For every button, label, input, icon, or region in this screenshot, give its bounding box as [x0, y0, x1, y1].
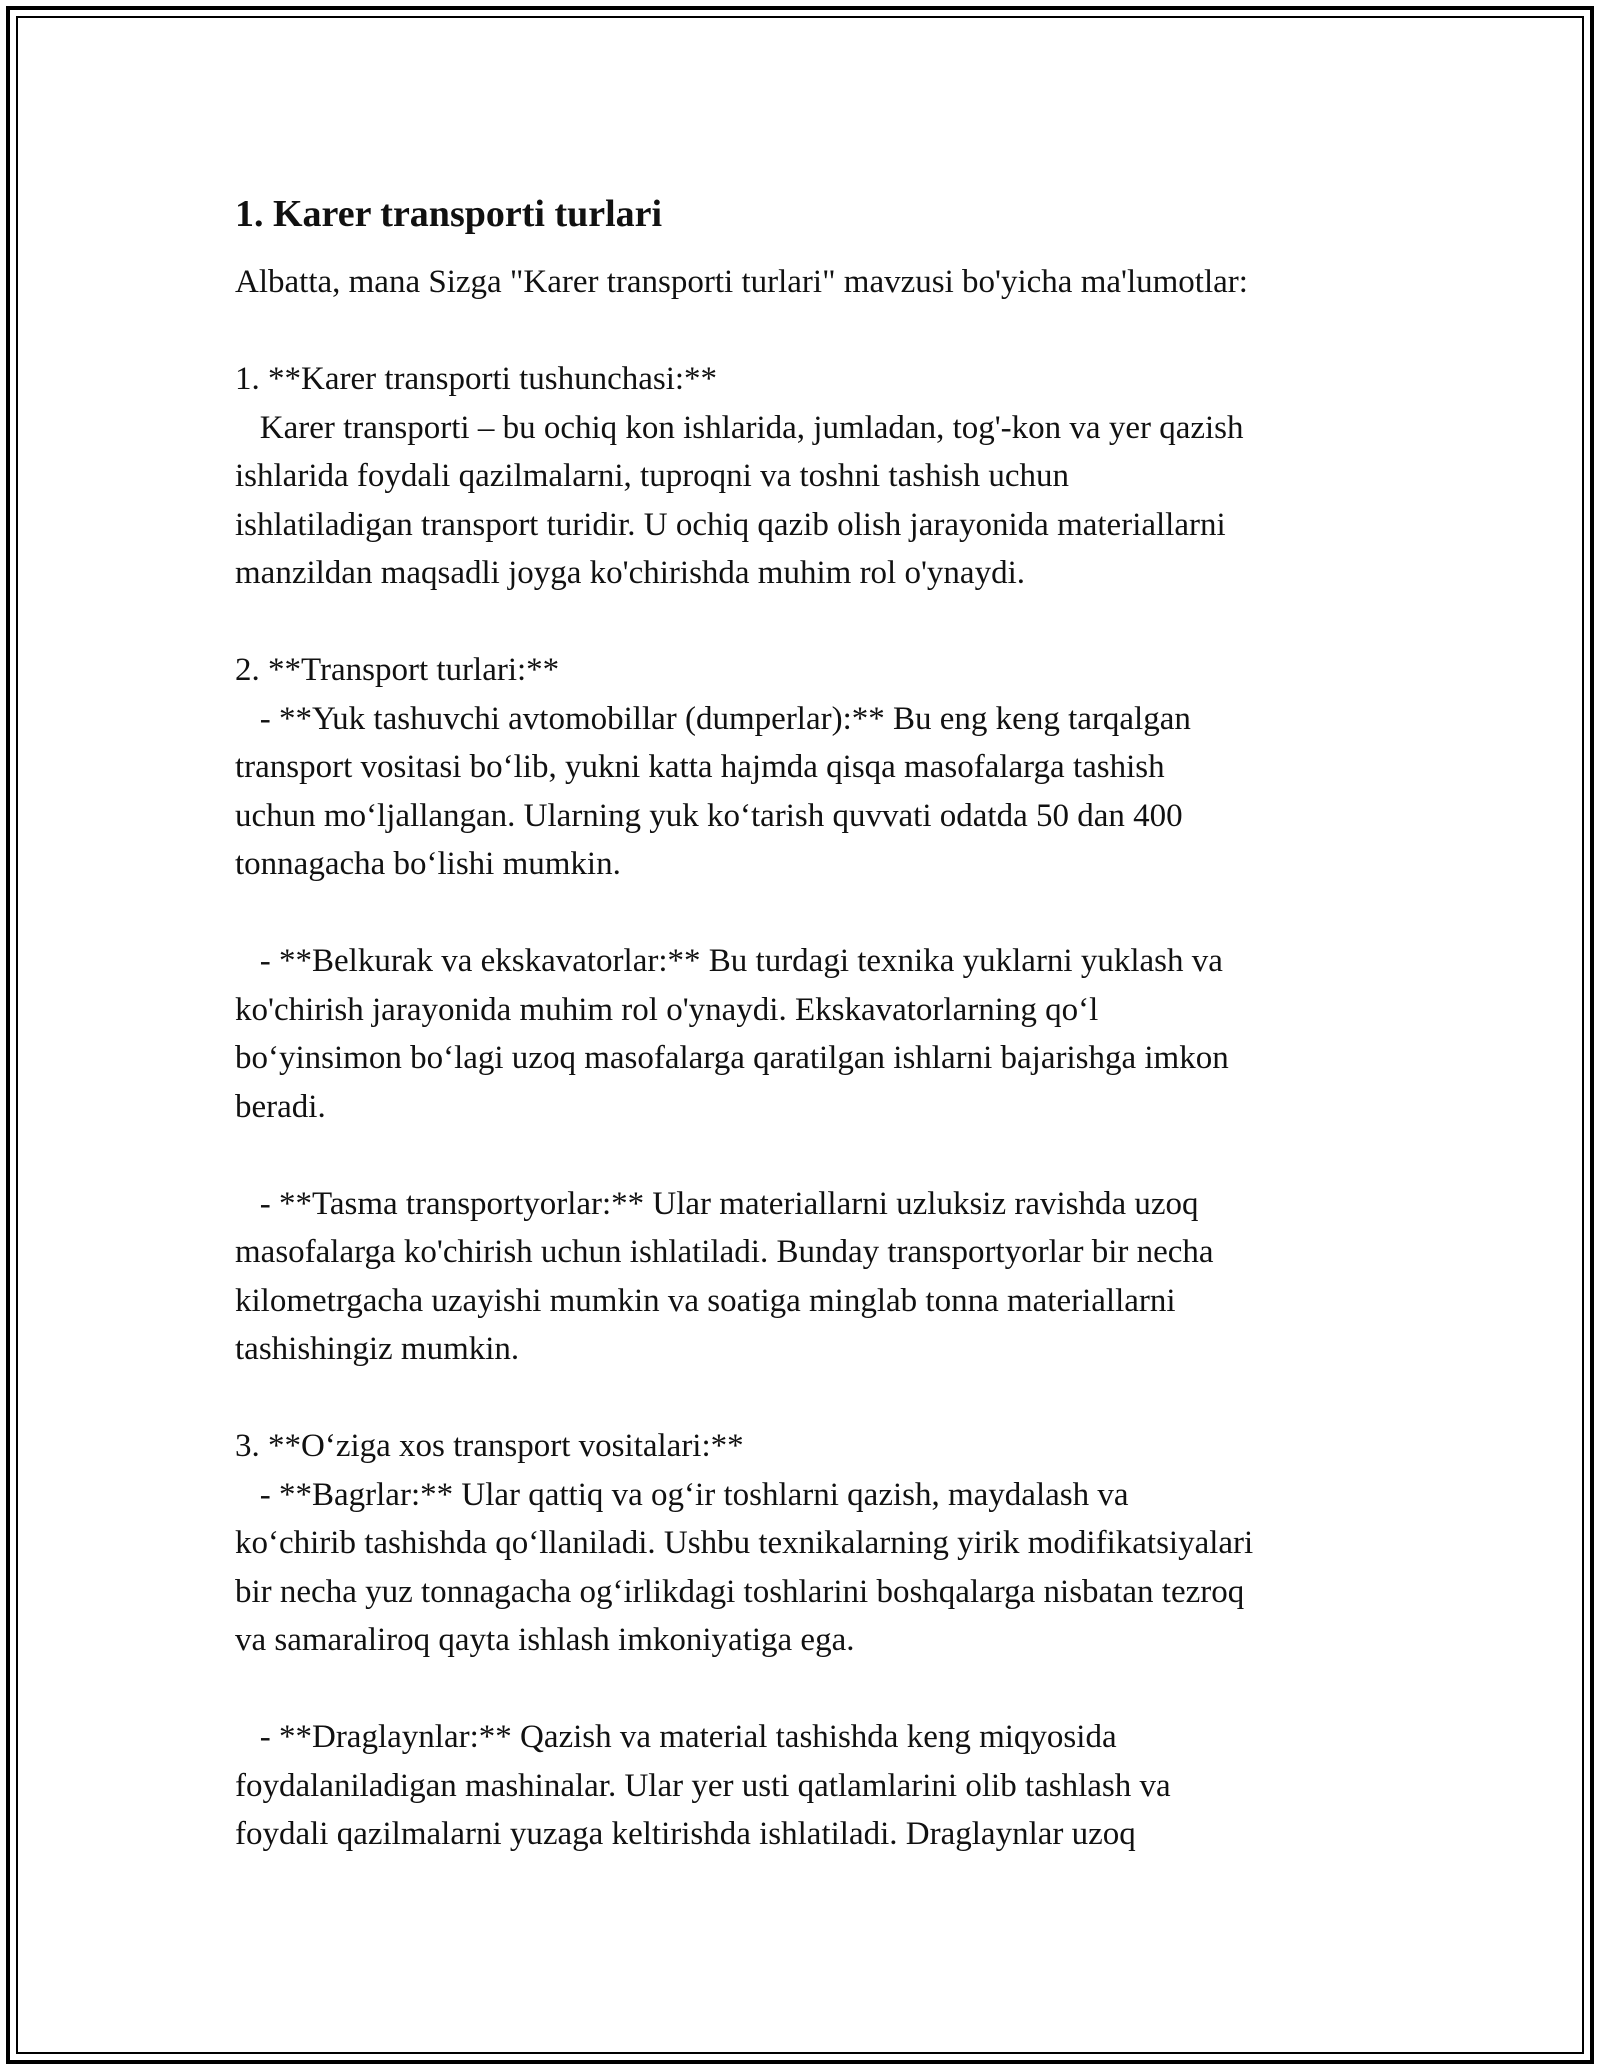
document-content [235, 188, 1385, 1859]
document-title: 1. Karer transporti turlari [235, 193, 663, 235]
intro-paragraph: Albatta, mana Sizga "Karer transporti turlari" mavzusi bo'yicha ma'lumotlar: [235, 264, 1248, 300]
body-text: 1. **Karer transporti tushunchasi:** Karer transporti – bu ochiq kon ishlarida, jumladan, tog'-kon va yer qazish ishlarida foydali qazilmalarni, tuproqni va toshni tashish uchun ishlatiladigan transport turidir. U ochiq qazib olish jarayonida materiallarni manzildan maqsadli joyga ko'chirishda muhim rol o'ynaydi. 2. **Transport turlari:** - **Yuk tashuvchi avtomobillar (dumperlar):** Bu eng keng tarqalgan transport vositasi bo‘lib, yukni katta hajmda qisqa masofalarga tashish uchun mo‘ljallangan. Ularning yuk ko‘tarish quvvati odatda 50 dan 400 tonnagacha bo‘lishi mumkin. - **Belkurak va ekskavatorlar:** Bu turdagi texnika yuklarni yuklash va ko'chirish jarayonida muhim rol o'ynaydi. Ekskavatorlarning qo‘l bo‘yinsimon bo‘lagi uzoq masofalarga qaratilgan ishlarni bajarishga imkon beradi. - **Tasma transportyorlar:** Ular materiallarni uzluksiz ravishda uzoq masofalarga ko'chirish uchun ishlatiladi. Bunday transportyorlar bir necha kilometrgacha uzayishi mumkin va soatiga minglab tonna materiallarni tashishingiz mumkin. 3. **O‘ziga xos transport vositalari:** - **Bagrlar:** Ular qattiq va og‘ir toshlarni qazish, maydalash va ko‘chirib tashishda qo‘llaniladi. Ushbu texnikalarning yirik modifikatsiyalari bir necha yuz tonnagacha og‘irlikdagi toshlarini boshqalarga nisbatan tezroq va samaraliroq qayta ishlash imkoniyatiga ega. - **Draglaynlar:** Qazish va material tashishda keng miqyosida foydalaniladigan mashinalar. Ular yer usti qatlamlarini olib tashlash va foydali qazilmalarni yuzaga keltirishda ishlatiladi. Draglaynlar uzoq [235, 361, 1254, 1852]
